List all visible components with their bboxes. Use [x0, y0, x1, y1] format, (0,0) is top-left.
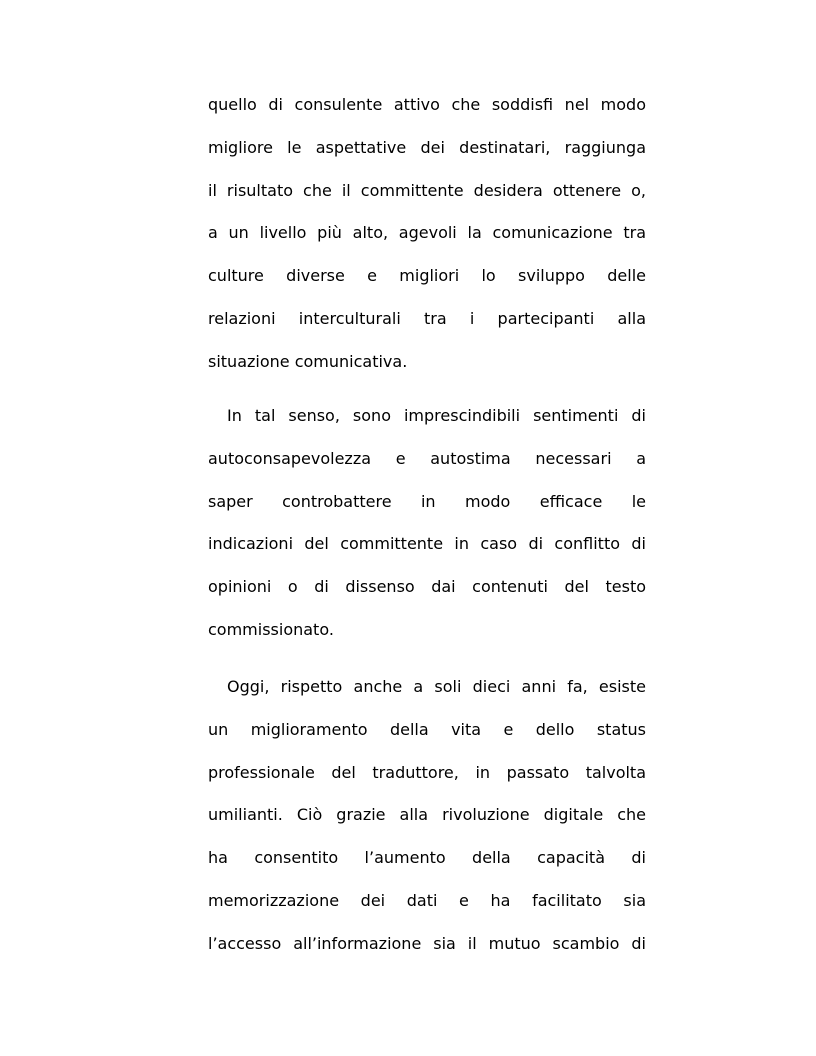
paragraph-line: autoconsapevolezza e autostima necessari a [208, 448, 646, 468]
paragraph-3 [208, 666, 646, 966]
paragraph-line: a un livello più alto, agevoli la comunicazione tra [208, 223, 646, 243]
paragraph-line: culture diverse e migliori lo sviluppo delle [208, 266, 646, 286]
paragraph-line: l’accesso all’informazione sia il mutuo scambio di [208, 933, 646, 953]
paragraph-line: un miglioramento della vita e dello status [208, 719, 646, 739]
paragraph-line: indicazioni del committente in caso di conflitto di [208, 534, 646, 554]
paragraph-line: il risultato che il committente desidera ottenere o, [208, 180, 646, 200]
paragraph-line: professionale del traduttore, in passato talvolta [208, 762, 646, 782]
paragraph-line: ha consentito l’aumento della capacità di [208, 848, 646, 868]
paragraph-2 [208, 395, 646, 652]
paragraph-line: opinioni o di dissenso dai contenuti del testo [208, 577, 646, 597]
paragraph-line: situazione comunicativa. [208, 351, 408, 371]
paragraph-line: relazioni interculturali tra i partecipanti alla [208, 308, 646, 328]
paragraph-line: In tal senso, sono imprescindibili sentimenti di [227, 406, 646, 425]
paragraph-line: migliore le aspettative dei destinatari, raggiunga [208, 137, 646, 157]
paragraph-line: memorizzazione dei dati e ha facilitato sia [208, 890, 646, 910]
paragraph-line: saper controbattere in modo efficace le [208, 491, 646, 511]
paragraph-line: commissionato. [208, 619, 334, 639]
paragraph-line: umilianti. Ciò grazie alla rivoluzione digitale che [208, 805, 646, 825]
paragraph-line: quello di consulente attivo che soddisfi nel modo [208, 95, 646, 114]
paragraph-1 [208, 84, 646, 384]
paragraph-line: Oggi, rispetto anche a soli dieci anni fa, esiste [227, 677, 646, 696]
